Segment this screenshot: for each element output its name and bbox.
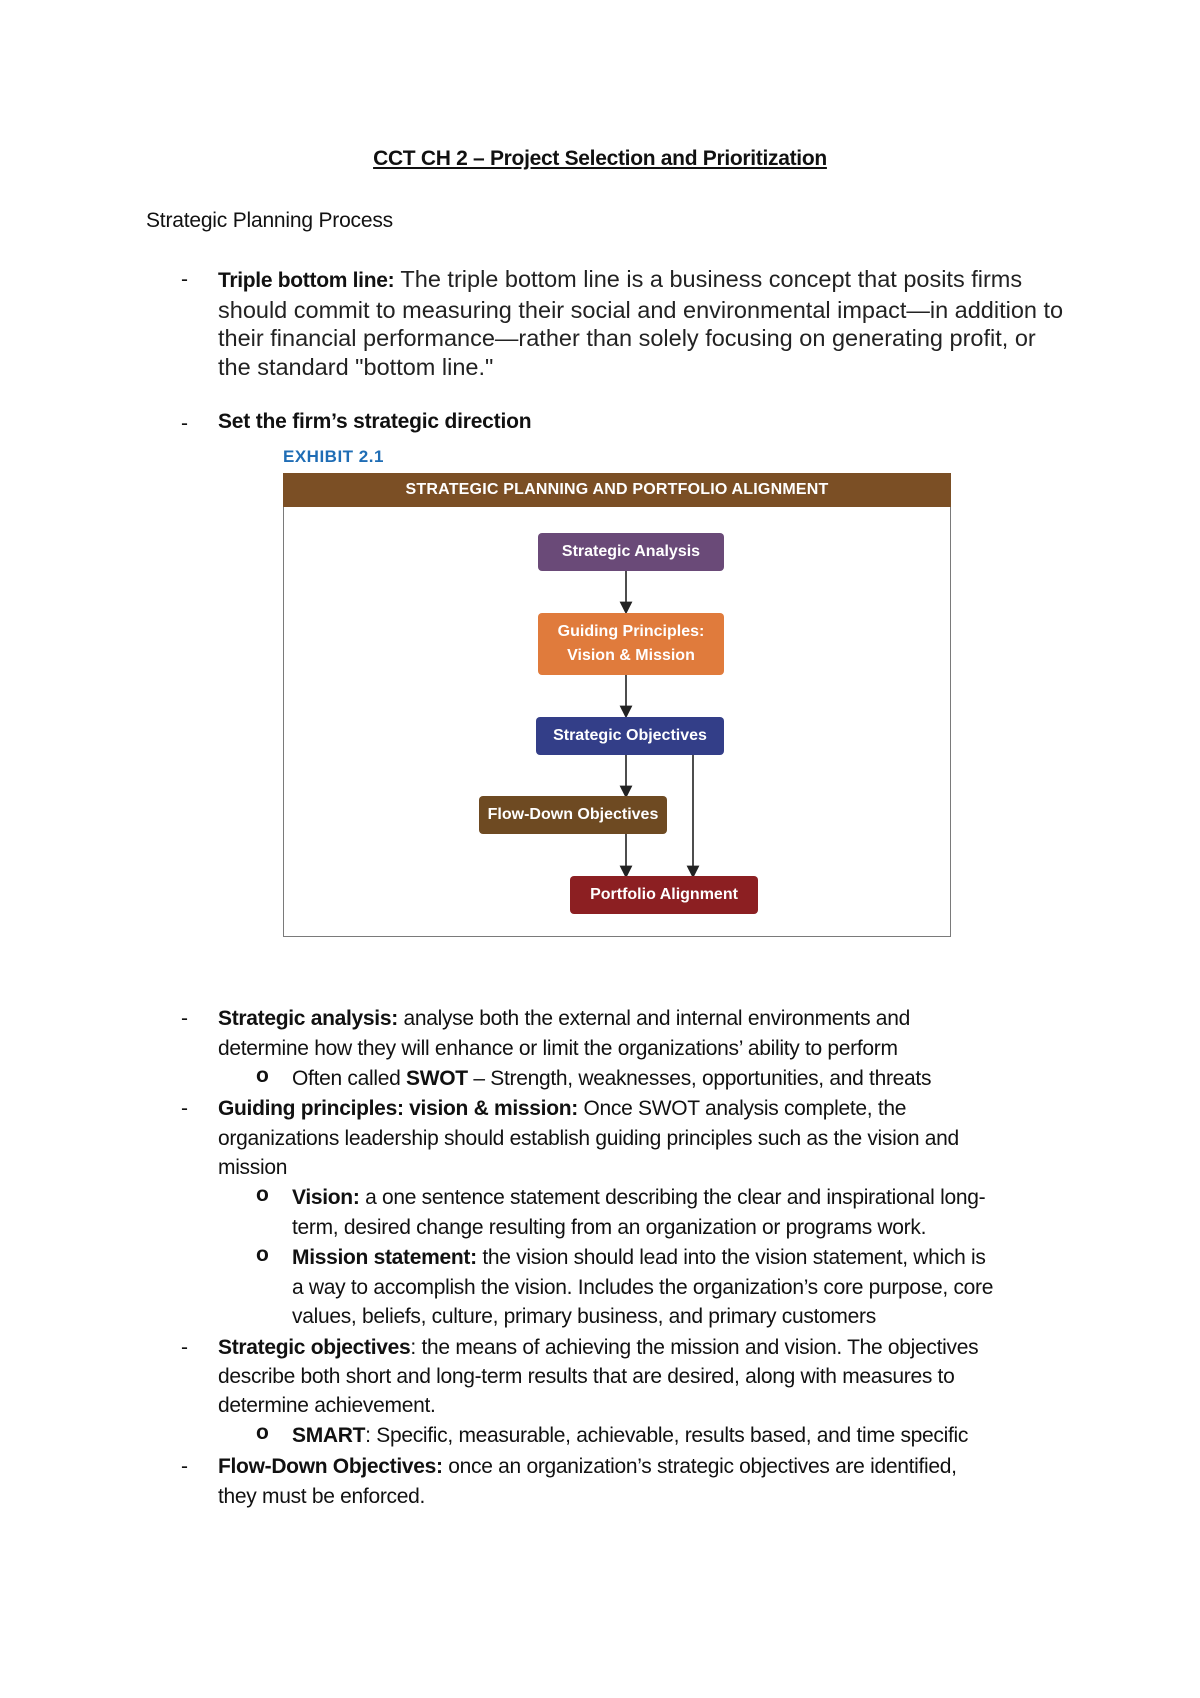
smart-line [292, 1421, 968, 1451]
sub-bullet: o [256, 1243, 269, 1266]
sub-bullet: o [256, 1183, 269, 1206]
box-guiding-label-1: Guiding Principles: [557, 623, 705, 640]
triple-bottom-line-text: The triple bottom line is a business concept that posits firms should commit to measuring their social and environmental impact—in addition to their financial performance—rather than solely focusing on generating profit, or the standard "bottom line." [218, 266, 1064, 380]
section-heading: Strategic Planning Process [146, 209, 393, 232]
box-strategic-objectives-label: Strategic Objectives [553, 727, 707, 744]
exhibit-header: STRATEGIC PLANNING AND PORTFOLIO ALIGNMENT [283, 473, 951, 507]
flow-down-label: Flow-Down Objectives: [218, 1455, 443, 1478]
set-direction-heading: Set the firm’s strategic direction [218, 410, 532, 433]
swot-text: – Strength, weaknesses, opportunities, and threats [473, 1067, 932, 1090]
strategic-analysis-line-1 [218, 1004, 910, 1034]
swot-line [292, 1064, 931, 1094]
box-portfolio-alignment [570, 876, 758, 914]
flow-down-line-2: they must be enforced. [218, 1485, 426, 1508]
guiding-principles-line-2: organizations leadership should establish guiding principles such as the vision and [218, 1127, 959, 1150]
vision-line-1 [292, 1183, 985, 1213]
bullet-dash: - [181, 1336, 188, 1359]
mission-text: the vision should lead into the vision statement, which is [482, 1246, 986, 1269]
bullet-dash: - [181, 1455, 188, 1478]
box-guiding-label-2: Vision & Mission [567, 647, 695, 664]
flow-down-line-1 [218, 1452, 957, 1482]
vision-label: Vision: [292, 1186, 360, 1209]
sub-bullet: o [256, 1064, 269, 1087]
bullet-dash: - [181, 1007, 188, 1030]
strategic-objectives-line-2: describe both short and long-term results that are desired, along with measures to [218, 1365, 955, 1388]
smart-label: SMART [292, 1424, 366, 1447]
strategic-objectives-line-1 [218, 1333, 978, 1363]
vision-text: a one sentence statement describing the clear and inspirational long- [365, 1186, 986, 1209]
strategic-analysis-text: analyse both the external and internal environments and [403, 1007, 910, 1030]
bullet-dash: - [181, 1097, 188, 1120]
swot-label: SWOT [406, 1067, 468, 1090]
strategic-objectives-label: Strategic objectives [218, 1336, 411, 1359]
page-title: CCT CH 2 – Project Selection and Prioritization [373, 147, 827, 170]
swot-prefix: Often called [292, 1067, 401, 1090]
box-flow-down-objectives [479, 796, 667, 834]
guiding-principles-line-1 [218, 1094, 906, 1124]
box-strategic-analysis-label: Strategic Analysis [561, 543, 701, 560]
guiding-principles-text: Once SWOT analysis complete, the [583, 1097, 907, 1120]
sub-bullet: o [256, 1421, 269, 1444]
mission-line-2: a way to accomplish the vision. Includes the organization’s core purpose, core [292, 1276, 994, 1299]
bullet-dash: - [181, 268, 188, 291]
mission-line-3: values, beliefs, culture, primary business, and primary customers [292, 1305, 876, 1328]
strategic-objectives-text: : the means of achieving the mission and vision. The objectives [410, 1336, 979, 1359]
exhibit-label: EXHIBIT 2.1 [283, 447, 384, 466]
smart-text: : Specific, measurable, achievable, results based, and time specific [365, 1424, 969, 1447]
flow-down-text: once an organization’s strategic objectives are identified, [448, 1455, 957, 1478]
strategic-objectives-line-3: determine achievement. [218, 1394, 436, 1417]
box-portfolio-label: Portfolio Alignment [590, 886, 738, 903]
guiding-principles-line-3: mission [218, 1156, 288, 1179]
bullet-dash: - [181, 412, 188, 435]
mission-line-1 [292, 1243, 986, 1273]
guiding-principles-label: Guiding principles: vision & mission: [218, 1097, 578, 1120]
strategic-analysis-label: Strategic analysis: [218, 1007, 398, 1030]
strategic-analysis-line-2: determine how they will enhance or limit the organizations’ ability to perform [218, 1037, 898, 1060]
vision-line-2: term, desired change resulting from an organization or programs work. [292, 1216, 927, 1239]
box-flow-down-label: Flow-Down Objectives [487, 806, 659, 823]
box-strategic-objectives [536, 717, 724, 755]
mission-label: Mission statement: [292, 1246, 477, 1269]
triple-bottom-line-label: Triple bottom line: [218, 269, 395, 292]
box-guiding-principles [538, 613, 724, 675]
box-strategic-analysis [538, 533, 724, 571]
